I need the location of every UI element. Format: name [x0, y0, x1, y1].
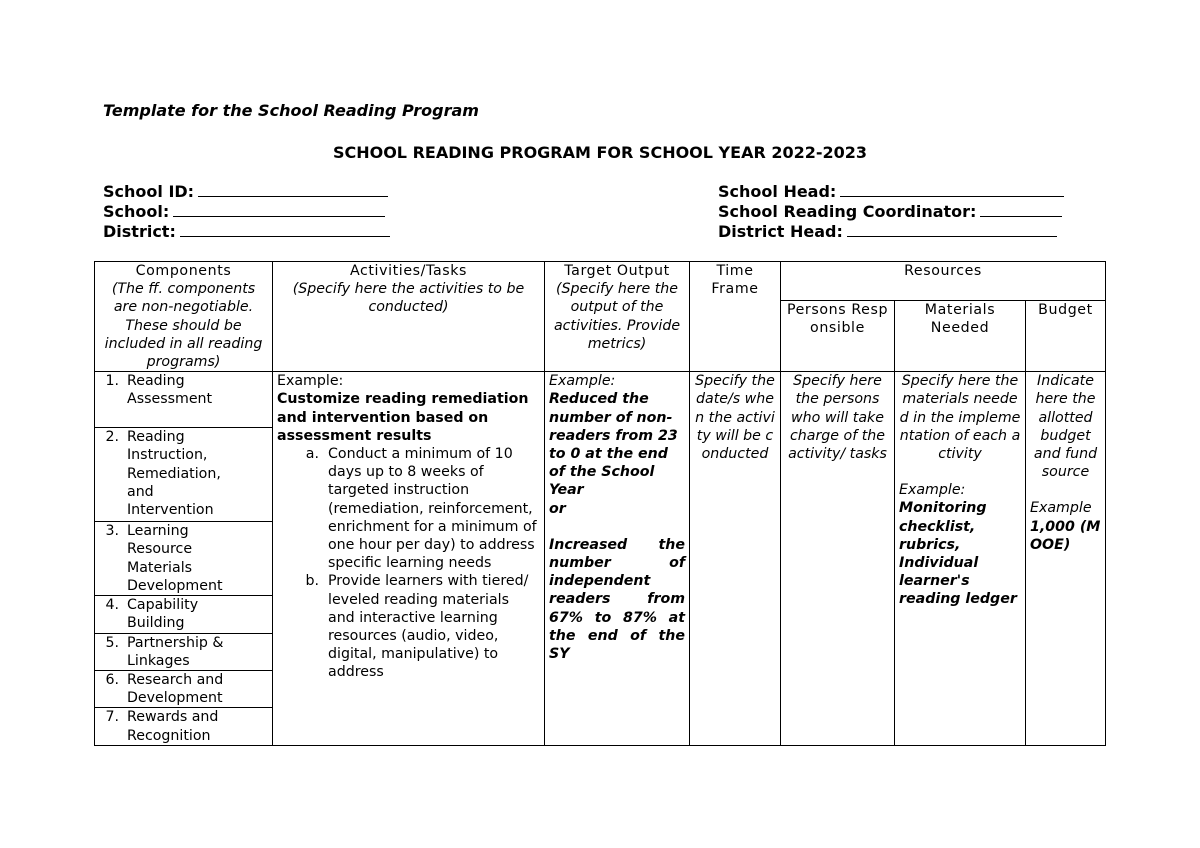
school-head-field [718, 182, 1064, 201]
component-row [95, 671, 273, 708]
header-components-note: (The ff. components are non-negotiable. These should be included in all reading programs) [104, 281, 263, 371]
activities-example-label: Example: [277, 373, 344, 390]
component-text: Capability Building [127, 597, 199, 632]
target-output-2: Increased the number of independent readers from 67% to 87% at the end of the SY [549, 536, 685, 663]
header-materials-title: Materials Needed [924, 302, 996, 337]
component-text: Research and Development [127, 672, 224, 707]
school-head-blank [840, 182, 1064, 197]
target-example-label: Example: [549, 373, 616, 390]
header-budget [1026, 301, 1106, 372]
component-row [95, 708, 273, 745]
component-row [95, 372, 273, 428]
header-target-note: (Specify here the output of the activities. Provide metrics) [553, 281, 681, 352]
budget-example-label: Example [1030, 500, 1092, 517]
component-text: Reading Instruction, Remediation, and Intervention [127, 429, 221, 519]
coordinator-label: School Reading Coordinator: [718, 202, 977, 221]
persons-text: Specify here the persons who will take charge of the activity/ tasks [788, 373, 887, 463]
header-persons [781, 301, 895, 372]
activity-item-b [277, 572, 540, 681]
component-number: 5. [105, 634, 119, 651]
component-text: Rewards and Recognition [127, 709, 219, 744]
header-target [545, 262, 690, 372]
target-cell [545, 372, 690, 746]
header-resources [781, 262, 1106, 301]
school-blank [173, 202, 385, 217]
component-number: 6. [105, 672, 119, 689]
materials-text: Specify here the materials needed in the implementation of each activity [899, 373, 1021, 463]
header-materials [895, 301, 1026, 372]
header-budget-title: Budget [1038, 302, 1093, 319]
activity-item-text: Provide learners with tiered/ leveled reading materials and interactive learning resources (audio, video, digital, manipulative) to address [328, 573, 529, 681]
header-activities-title: Activities/Tasks [349, 263, 468, 279]
component-text: Reading Assessment [127, 373, 213, 408]
district-head-field [718, 222, 1057, 241]
activities-heading: Customize reading remediation and intervention based on assessment results [277, 391, 529, 444]
header-time-title: Time Frame [711, 263, 759, 298]
district-label: District: [103, 222, 176, 241]
header-components [95, 262, 273, 372]
coordinator-field [718, 202, 1062, 221]
activities-cell [273, 372, 545, 746]
component-number: 1. [105, 373, 119, 390]
header-target-title: Target Output [564, 263, 670, 279]
reading-program-table [94, 261, 1106, 746]
component-number: 2. [105, 429, 119, 446]
budget-text: Indicate here the allotted budget and fund source [1033, 373, 1098, 481]
materials-example: Monitoring checklist, rubrics, Individual learner's reading ledger [899, 500, 1017, 608]
component-row [95, 633, 273, 670]
header-activities-note: (Specify here the activities to be conducted) [292, 281, 525, 316]
persons-cell [781, 372, 895, 746]
header-time [690, 262, 781, 372]
time-frame-cell [690, 372, 781, 746]
district-head-blank [847, 222, 1057, 237]
target-output-1: Reduced the number of non-readers from 23 to 0 at the end of the School Year [549, 391, 678, 499]
activity-item-text: Conduct a minimum of 10 days up to 8 weeks of targeted instruction (remediation, reinforcement, enrichment for a minimum of one hour per day) to address specific learning needs [328, 446, 537, 572]
time-frame-text: Specify the date/s when the activity will be conducted [695, 373, 775, 463]
school-field [103, 202, 385, 221]
materials-example-label: Example: [899, 482, 966, 499]
district-field [103, 222, 390, 241]
component-row [95, 428, 273, 522]
district-head-label: District Head: [718, 222, 843, 241]
activity-item-marker: b. [305, 573, 319, 590]
budget-cell [1026, 372, 1106, 746]
header-activities [273, 262, 545, 372]
component-number: 7. [105, 709, 119, 726]
activity-item-marker: a. [305, 446, 319, 463]
coordinator-blank [980, 202, 1062, 217]
component-number: 4. [105, 597, 119, 614]
activity-item-a [277, 445, 540, 572]
materials-cell [895, 372, 1026, 746]
budget-example: 1,000 (MOOE) [1030, 518, 1101, 553]
component-text: Partnership & Linkages [127, 634, 224, 669]
header-persons-title: Persons Responsible [786, 302, 889, 337]
school-id-field [103, 182, 388, 201]
component-row [95, 596, 273, 633]
component-text: Learning Resource Materials Development [127, 523, 223, 594]
header-components-title: Components [135, 263, 232, 279]
district-blank [180, 222, 390, 237]
school-id-blank [198, 182, 388, 197]
school-label: School: [103, 202, 170, 221]
document-title: SCHOOL READING PROGRAM FOR SCHOOL YEAR 2022-2023 [332, 143, 868, 162]
school-id-label: School ID: [103, 182, 195, 201]
component-row [95, 522, 273, 596]
target-or: or [549, 500, 566, 517]
document-label: Template for the School Reading Program [103, 101, 479, 120]
school-head-label: School Head: [718, 182, 837, 201]
component-number: 3. [105, 523, 119, 540]
header-resources-title: Resources [904, 263, 982, 279]
